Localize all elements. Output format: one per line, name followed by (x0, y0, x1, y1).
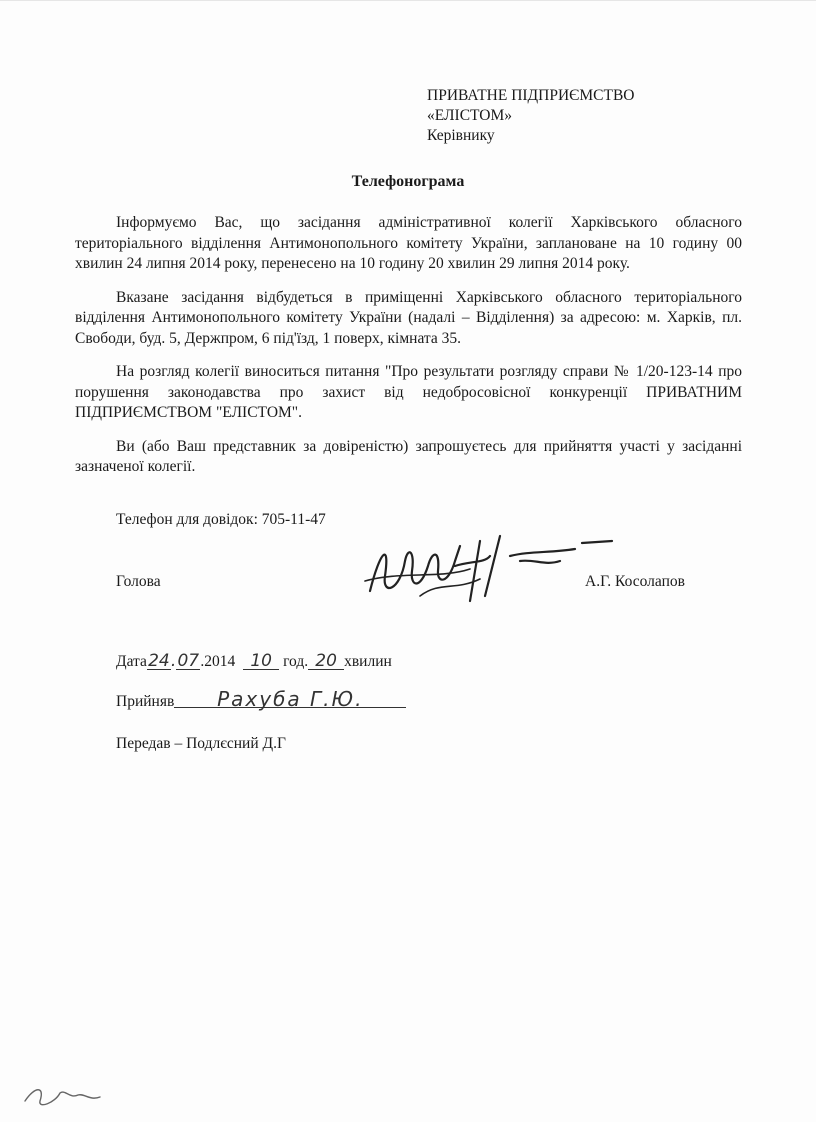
margin-initials-mark (20, 1081, 110, 1111)
document-body (75, 213, 742, 491)
date-label: Дата (116, 653, 147, 670)
addressee-company-name: «ЕЛІСТОМ» (427, 107, 513, 124)
document-title: Телефонограма (351, 173, 465, 190)
signatory-position: Голова (116, 573, 161, 590)
paragraph-invitation: Ви (або Ваш представник за довіреністю) запрошуєтесь для прийняття участі у засіданні зазначеної колегії. (75, 437, 742, 475)
date-day-handwritten: 24 (148, 651, 170, 671)
addressee-company-type: ПРИВАТНЕ ПІДПРИЄМСТВО (427, 87, 635, 104)
paragraph-agenda: На розгляд колегії виноситься питання "Про результати розгляду справи № 1/20-123-14 про порушення законодавства про захист від недобросовісної конкуренції ПРИВАТНИМ ПІДПРИЄМСТВОМ "ЕЛІСТОМ". (75, 363, 742, 421)
paragraph-meeting-rescheduled: Інформуємо Вас, що засідання адміністративної колегії Харківського обласного територіального відділення Антимонопольного комітету України, заплановане на 10 годину 00 хвилин 24 липня 2014 року, перенесено на 10 годину 20 хвилин 29 липня 2014 року. (75, 214, 742, 272)
phone-line: Телефон для довідок: 705-11-47 (116, 511, 326, 528)
received-name-handwritten: Рахуба Г.Ю. (174, 691, 406, 708)
paragraph-meeting-location: Вказане засідання відбудеться в приміщенні Харківського обласного територіального відділення Антимонопольного комітету України (надалі – Відділення) за адресою: м. Харків, пл. Свободи, буд. 5, Держпром, 6 під'їзд, 1 поверх, кімната 35. (75, 288, 742, 347)
sent-by-line: Передав – Подлєсний Д.Г (116, 735, 286, 752)
time-hour-handwritten: 10 (243, 653, 279, 670)
date-year: .2014 (200, 653, 236, 670)
minute-label: хвилин (344, 653, 392, 670)
date-line: Дата24.07.2014 10 год. 20 хвилин (116, 651, 392, 671)
handwritten-signature (360, 521, 620, 611)
signatory-name: А.Г. Косолапов (585, 573, 685, 590)
date-month-handwritten: 07 (177, 651, 200, 671)
received-label: Прийняв (116, 693, 175, 710)
addressee-role: Керівнику (427, 127, 495, 144)
addressee-block (427, 86, 635, 146)
received-line (116, 687, 406, 711)
time-minute-handwritten: 20 (308, 653, 344, 670)
hour-label: год. (283, 653, 309, 670)
